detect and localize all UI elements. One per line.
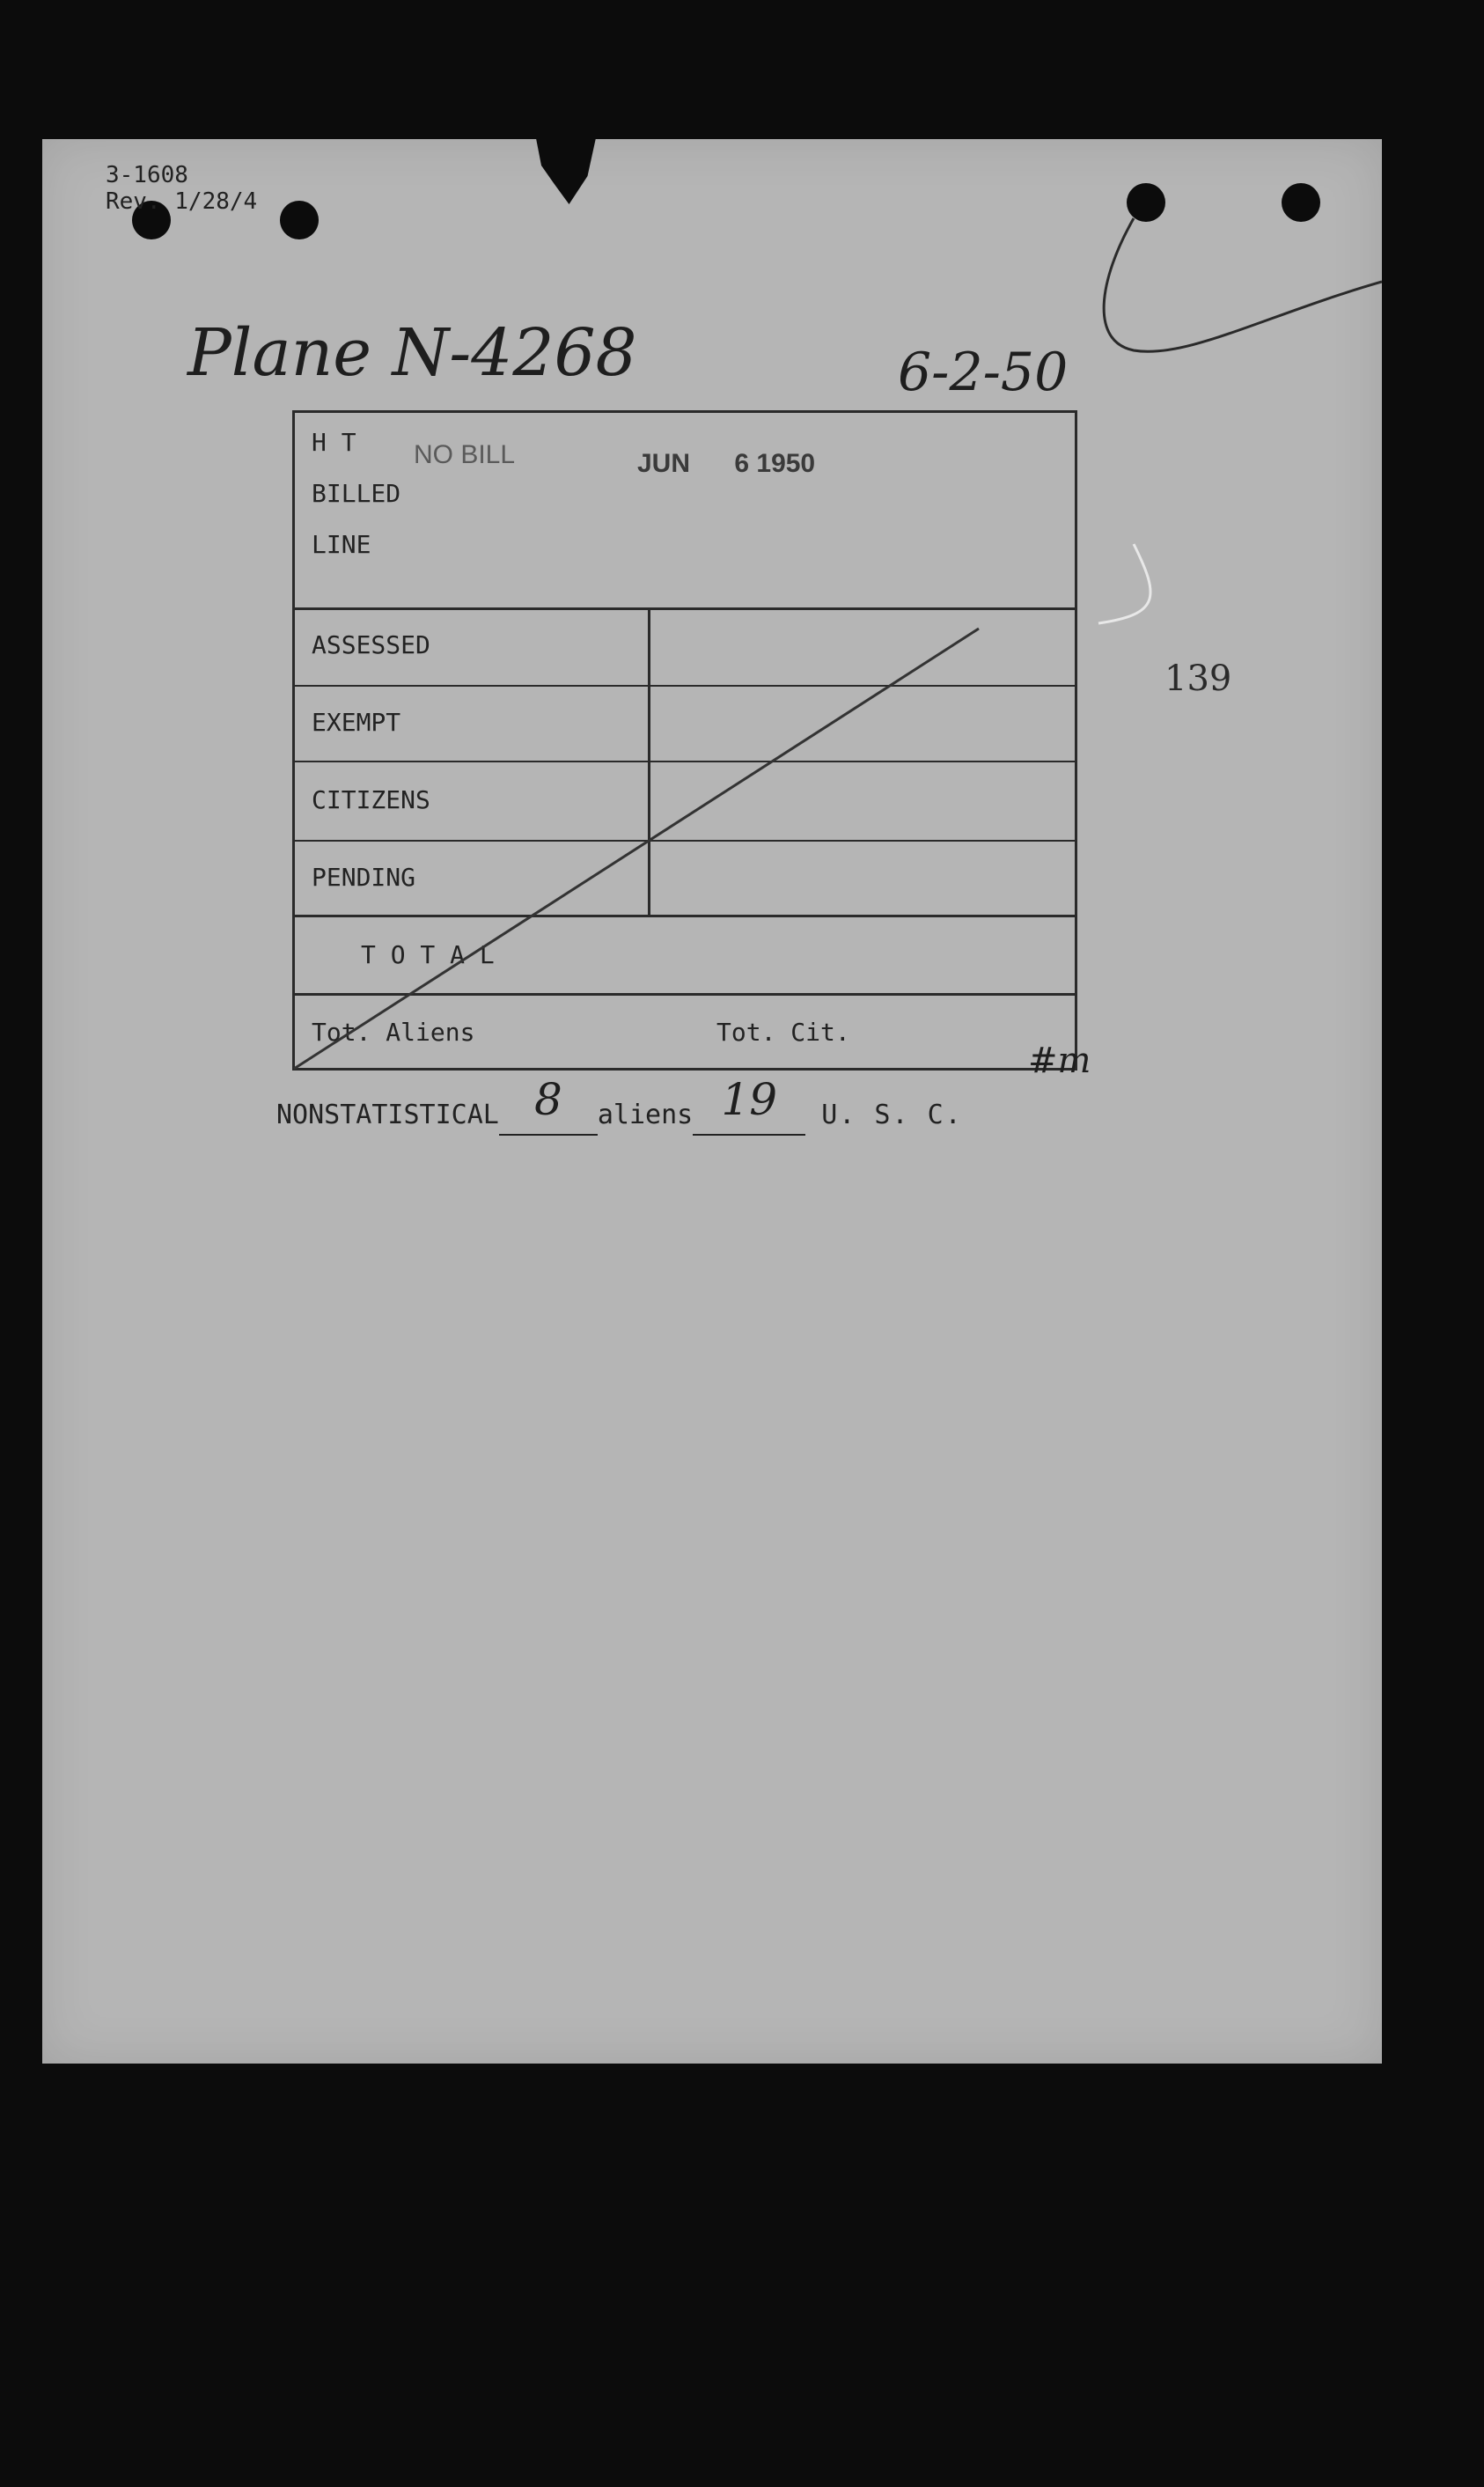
tot-aliens-label: Tot. Aliens <box>312 1018 475 1047</box>
aliens-label: aliens <box>597 1100 694 1130</box>
handwritten-date: 6-2-50 <box>898 342 1069 403</box>
form-number: 3-1608 <box>106 162 188 188</box>
row-assessed: ASSESSED <box>312 630 430 659</box>
table-header-ht: H T <box>312 428 356 457</box>
pen-scribbles <box>42 139 1382 2064</box>
handwritten-initials: #m <box>1028 1041 1091 1081</box>
usc-count: 19 <box>721 1074 778 1125</box>
tot-cit-label: Tot. Cit. <box>716 1018 850 1047</box>
table-header-line: LINE <box>312 530 371 559</box>
row-total: T O T A L <box>361 940 495 969</box>
nonstatistical-label: NONSTATISTICAL <box>276 1100 499 1130</box>
usc-label: U. S. C. <box>821 1100 963 1130</box>
date-stamp-day-year: 6 1950 <box>734 449 816 478</box>
row-pending: PENDING <box>312 863 416 892</box>
handwritten-plane-number: Plane N-4268 <box>187 315 637 391</box>
date-stamp-month: JUN <box>637 449 691 478</box>
page-number: 139 <box>1164 659 1232 699</box>
no-bill-stamp: NO BILL <box>414 440 516 469</box>
row-citizens: CITIZENS <box>312 785 430 814</box>
table-header-billed: BILLED <box>312 479 401 508</box>
row-exempt: EXEMPT <box>312 708 401 737</box>
form-revision: Rev. 1/28/4 <box>106 188 258 215</box>
aliens-count: 8 <box>533 1074 562 1125</box>
document-page <box>42 139 1382 2064</box>
